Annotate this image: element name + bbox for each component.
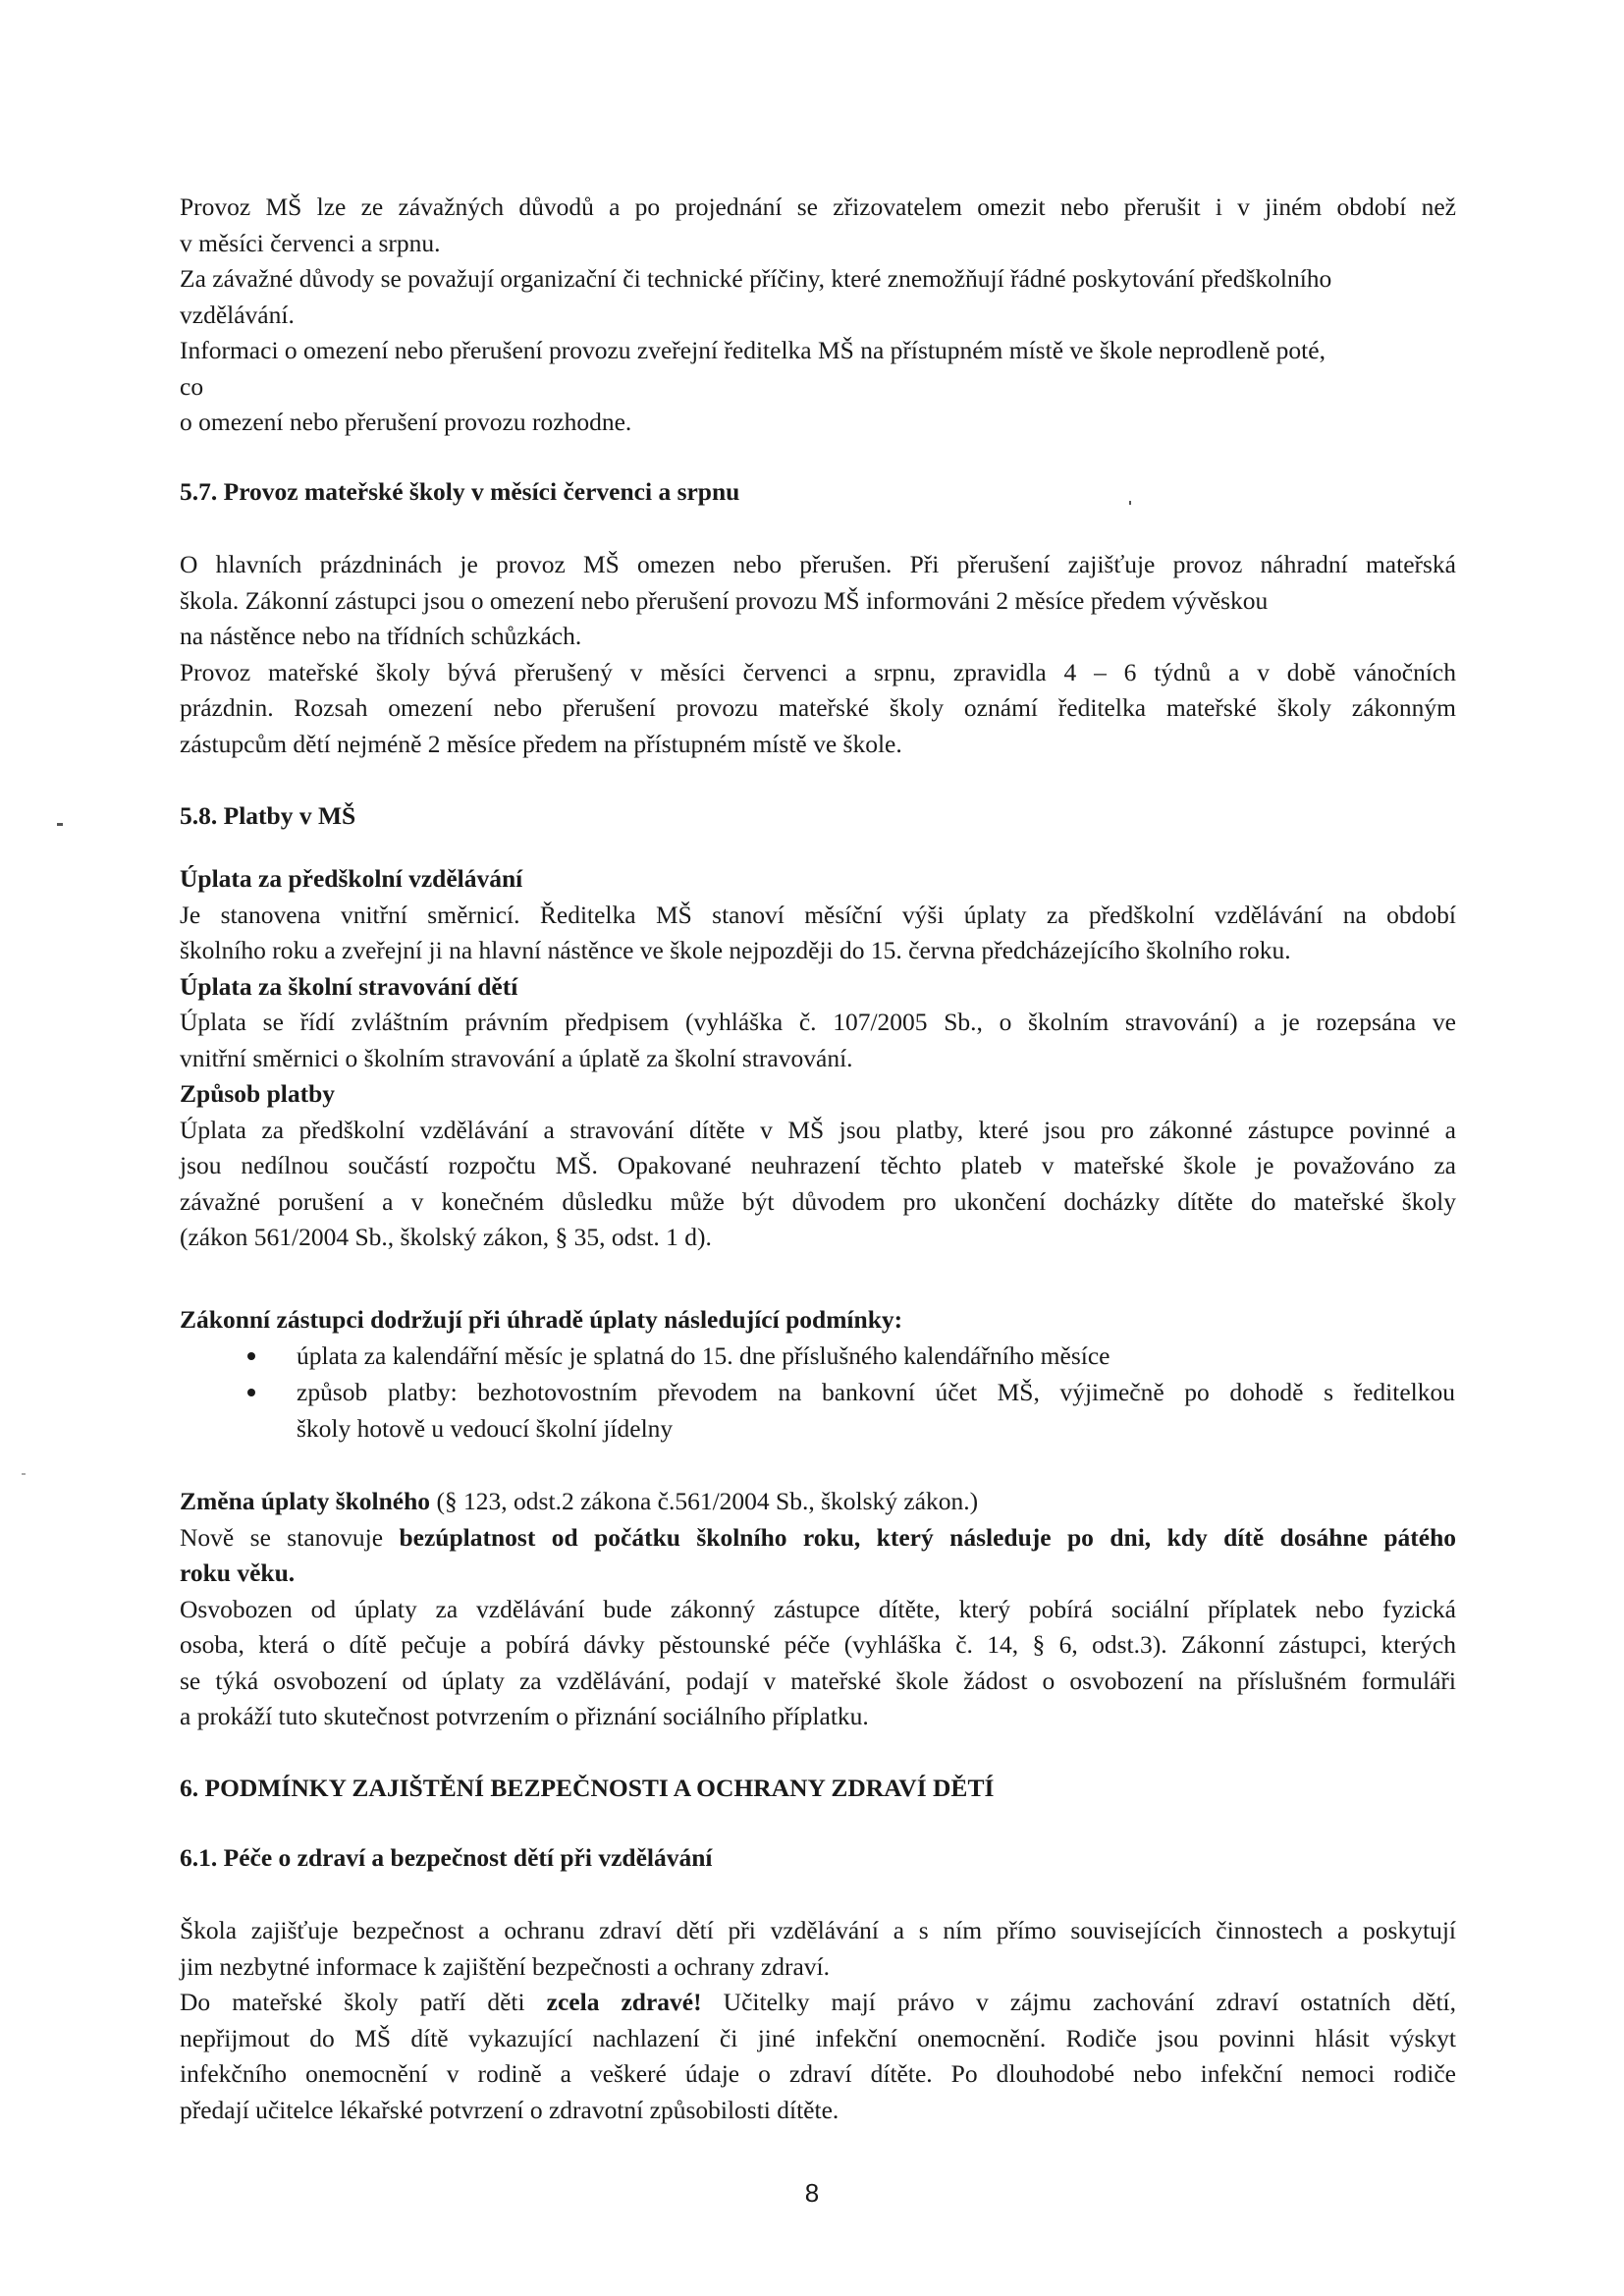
fee-change-reference: (§ 123, odst.2 zákona č.561/2004 Sb., školský zákon.)	[430, 1487, 979, 1515]
fee-change-label: Změna úplaty školného	[180, 1487, 431, 1515]
text-line: Úplata se řídí zvláštním právním předpisem (vyhláška č. 107/2005 Sb., o školním stravování) a je rozepsána ve	[180, 1008, 1456, 1036]
text-line: škola. Zákonní zástupci jsou o omezení nebo přerušení provozu MŠ informováni 2 měsíce předem vývěskou	[180, 585, 1269, 615]
conditions-heading: Zákonní zástupci dodržují při úhradě úplaty následující podmínky:	[180, 1305, 903, 1334]
text-line: nepřijmout do MŠ dítě vykazující nachlazení či jiné infekční onemocnění. Rodiče jsou povinni hlásit výskyt	[180, 2023, 1456, 2052]
text-line: v měsíci červenci a srpnu.	[180, 228, 441, 257]
text-line: způsob platby: bezhotovostním převodem na bankovní účet MŠ, výjimečně po dohodě s ředitelkou	[297, 1378, 1455, 1406]
text-line: prázdnin. Rozsah omezení nebo přerušení provozu mateřské školy oznámí ředitelka mateřské školy zákonným	[180, 693, 1456, 722]
text-line: se týká osvobození od úplaty za vzdělávání, podají v mateřské škole žádost o osvobození na příslušném formuláři	[180, 1666, 1456, 1695]
text-line: vnitřní směrnici o školním stravování a úplatě za školní stravování.	[180, 1043, 853, 1072]
paragraph-payments	[180, 861, 1456, 1256]
text-line: a prokáží tuto skutečnost potvrzením o přiznání sociálního příplatku.	[180, 1702, 869, 1730]
text-line: (zákon 561/2004 Sb., školský zákon, § 35, odst. 1 d).	[180, 1223, 712, 1251]
new-rule-prefix: Nově se stanovuje	[180, 1522, 400, 1552]
scan-speck	[57, 823, 63, 826]
text-line: Provoz MŠ lze ze závažných důvodů a po projednání se zřizovatelem omezit nebo přerušit i v jiném období než	[180, 192, 1456, 221]
scan-speck	[1129, 501, 1131, 505]
bullet-icon	[247, 1352, 255, 1360]
scan-speck	[22, 1473, 26, 1475]
text-line: O hlavních prázdninách je provoz MŠ omezen nebo přerušen. Při přerušení zajišťuje provoz náhradní mateřská	[180, 550, 1456, 578]
paragraph-fee-change	[180, 1484, 1456, 1735]
text-line: zástupcům dětí nejméně 2 měsíce předem na přístupném místě ve škole.	[180, 729, 902, 758]
text-line: Osvobozen od úplaty za vzdělávání bude zákonný zástupce dítěte, který pobírá sociální příplatek nebo fyzická	[180, 1594, 1456, 1623]
text-line: na nástěnce nebo na třídních schůzkách.	[180, 622, 582, 650]
subheading-preschool-fee: Úplata za předškolní vzdělávání	[180, 864, 523, 893]
paragraph-operation-limits	[180, 190, 1456, 441]
text-line: Provoz mateřské školy bývá přerušený v měsíci červenci a srpnu, zpravidla 4 – 6 týdnů a v době vánočních	[180, 657, 1456, 686]
text-line: jsou nedílnou součástí rozpočtu MŠ. Opakované neuhrazení těchto plateb v mateřské škole je považováno za	[180, 1151, 1456, 1179]
text-line: vzdělávání.	[180, 300, 295, 329]
list-item	[247, 1338, 1455, 1374]
text-line: jim nezbytné informace k zajištění bezpečnosti a ochrany zdraví.	[180, 1951, 831, 1981]
text-line: školy hotově u vedoucí školní jídelny	[297, 1414, 674, 1443]
list-item	[247, 1374, 1455, 1447]
text-line: Informaci o omezení nebo přerušení provozu zveřejní ředitelka MŠ na přístupném místě ve škole neprodleně poté,	[180, 336, 1326, 364]
new-rule-bold: bezúplatnost od počátku školního roku, který následuje po dni, kdy dítě dosáhne pátého	[399, 1522, 1456, 1552]
text-line: Za závažné důvody se považují organizační či technické příčiny, které znemožňují řádné poskytování předškolního	[180, 264, 1332, 293]
bullet-icon	[247, 1389, 255, 1396]
text-line: infekčního onemocnění v rodině a veškeré údaje o zdraví dítěte. Po dlouhodobé nebo infekční nemoci rodiče	[180, 2059, 1456, 2088]
paragraph-summer-operation	[180, 547, 1456, 762]
text-line	[180, 1985, 1456, 2021]
paragraph-health-safety	[180, 1913, 1456, 2128]
text-line: Úplata za předškolní vzdělávání a stravování dítěte v MŠ jsou platby, které jsou pro zákonné zástupce povinné a	[180, 1115, 1456, 1144]
text-line: co	[180, 371, 204, 401]
new-rule-bold-end: roku věku.	[180, 1558, 296, 1587]
subheading-meal-fee: Úplata za školní stravování dětí	[180, 971, 518, 1001]
text-line: osoba, která o dítě pečuje a pobírá dávky pěstounské péče (vyhláška č. 14, § 6, odst.3). Zákonní zástupci, kterých	[180, 1630, 1456, 1659]
section-heading-6: 6. PODMÍNKY ZAJIŠTĚNÍ BEZPEČNOSTI A OCHRANY ZDRAVÍ DĚTÍ	[180, 1774, 995, 1802]
health-prefix: Do mateřské školy patří děti	[180, 1988, 547, 2016]
text-line: Je stanovena vnitřní směrnicí. Ředitelka MŠ stanoví měsíční výši úplaty za předškolní vzdělávání na období	[180, 900, 1456, 929]
text-line	[180, 1520, 1456, 1557]
text-line	[180, 1484, 1456, 1520]
page-number: 8	[804, 2178, 820, 2208]
section-heading-5-8: 5.8. Platby v MŠ	[180, 801, 356, 830]
subheading-payment-method: Způsob platby	[180, 1079, 336, 1108]
health-bold: zcela zdravé!	[546, 1988, 702, 2016]
text-line: předají učitelce lékařské potvrzení o zdravotní způsobilosti dítěte.	[180, 2095, 839, 2124]
text-line: závažné porušení a v konečném důsledku může být důvodem pro ukončení docházky dítěte do mateřské školy	[180, 1186, 1456, 1216]
text-line: o omezení nebo přerušení provozu rozhodne.	[180, 408, 632, 436]
text-line: školního roku a zveřejní ji na hlavní nástěnce ve škole nejpozději do 15. června předcházejícího školního roku.	[180, 936, 1291, 964]
section-heading-6-1: 6.1. Péče o zdraví a bezpečnost dětí při vzdělávání	[180, 1843, 713, 1872]
text-line: Škola zajišťuje bezpečnost a ochranu zdraví dětí při vzdělávání a s ním přímo souvisejících činnostech a poskytují	[180, 1916, 1456, 1944]
health-rest: Učitelky mají právo v zájmu zachování zdraví ostatních dětí,	[701, 1988, 1456, 2016]
conditions-list	[247, 1338, 1455, 1447]
section-heading-5-7: 5.7. Provoz mateřské školy v měsíci červenci a srpnu	[180, 477, 740, 506]
text-line: úplata za kalendářní měsíc je splatná do 15. dne příslušného kalendářního měsíce	[297, 1341, 1110, 1370]
